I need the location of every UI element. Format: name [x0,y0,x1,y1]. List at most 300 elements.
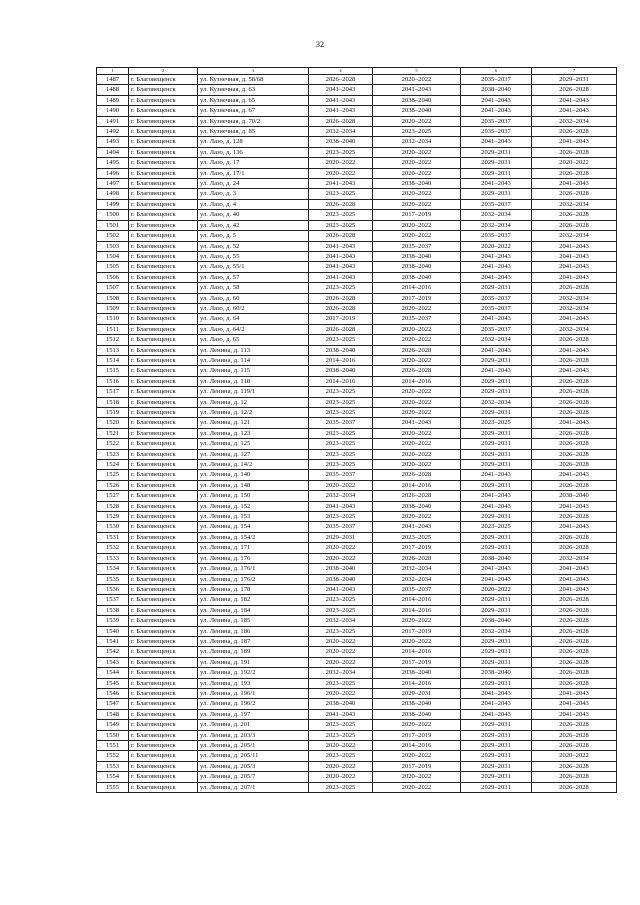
table-row [97,720,617,730]
row-number: 1533 [97,553,129,563]
period-cell: 2035–2037 [461,303,532,313]
period-cell: 2020–2022 [373,512,461,522]
period-cell: 2020–2022 [373,449,461,459]
period-cell: 2026–2028 [373,366,461,376]
table-row [97,387,617,397]
city-cell: г. Благовещенск [129,751,198,761]
period-cell: 2023–2025 [373,127,461,137]
period-cell: 2029–2031 [461,387,532,397]
city-cell: г. Благовещенск [129,730,198,740]
row-number: 1513 [97,345,129,355]
period-cell: 2020–2022 [461,584,532,594]
period-cell: 2032–2034 [309,616,373,626]
period-cell: 2032–2034 [532,116,617,126]
period-cell: 2029–2031 [461,147,532,157]
address-cell: ул. Ленина, д. 196/2 [198,699,309,709]
row-number: 1528 [97,501,129,511]
row-number: 1510 [97,314,129,324]
period-cell: 2014–2016 [373,480,461,490]
period-cell: 2023–2025 [309,439,373,449]
city-cell: г. Благовещенск [129,251,198,261]
period-cell: 2029–2031 [461,720,532,730]
period-cell: 2020–2022 [373,231,461,241]
address-cell: ул. Ленина, д. 150 [198,491,309,501]
row-number: 1504 [97,251,129,261]
period-cell: 2017–2019 [373,293,461,303]
table-row [97,210,617,220]
period-cell: 2026–2028 [532,168,617,178]
period-cell: 2032–2034 [532,324,617,334]
row-number: 1498 [97,189,129,199]
period-cell: 2023–2025 [461,522,532,532]
period-cell: 2020–2022 [373,147,461,157]
address-cell: ул. Кузнечная, д. 63 [198,85,309,95]
row-number: 1545 [97,678,129,688]
period-cell: 2023–2025 [309,335,373,345]
period-cell: 2029–2031 [373,688,461,698]
period-cell: 2041–2043 [532,699,617,709]
period-cell: 2026–2028 [532,397,617,407]
city-cell: г. Благовещенск [129,470,198,480]
row-number: 1506 [97,272,129,282]
period-cell: 2029–2031 [461,761,532,771]
period-cell: 2038–2040 [461,85,532,95]
period-cell: 2038–2040 [373,272,461,282]
period-cell: 2032–2034 [532,231,617,241]
address-cell: ул. Ленина, д. 196/1 [198,688,309,698]
address-cell: ул. Кузнечная, д. 58/68 [198,75,309,85]
city-cell: г. Благовещенск [129,574,198,584]
city-cell: г. Благовещенск [129,584,198,594]
period-cell: 2026–2028 [532,657,617,667]
table-row [97,335,617,345]
city-cell: г. Благовещенск [129,616,198,626]
period-cell: 2041–2043 [309,106,373,116]
period-cell: 2041–2043 [461,688,532,698]
address-cell: ул. Ленина, д. 207/1 [198,782,309,792]
address-cell: ул. Лазо, д. 42 [198,220,309,230]
address-cell: ул. Ленина, д. 125 [198,439,309,449]
address-cell: ул. Ленина, д. 154/2 [198,532,309,542]
period-cell: 2029–2031 [461,189,532,199]
period-cell: 2020–2022 [373,751,461,761]
period-cell: 2026–2028 [373,470,461,480]
table-row [97,491,617,501]
period-cell: 2023–2025 [309,408,373,418]
address-cell: ул. Лазо, д. 58 [198,283,309,293]
period-cell: 2020–2022 [309,543,373,553]
address-cell: ул. Кузнечная, д. 67 [198,106,309,116]
address-cell: ул. Лазо, д. 52 [198,241,309,251]
period-cell: 2035–2037 [461,116,532,126]
period-cell: 2026–2028 [532,147,617,157]
city-cell: г. Благовещенск [129,189,198,199]
period-cell: 2020–2022 [373,720,461,730]
address-cell: ул. Лазо, д. 65 [198,335,309,345]
table-row [97,75,617,85]
period-cell: 2029–2031 [461,636,532,646]
period-cell: 2029–2031 [461,678,532,688]
city-cell: г. Благовещенск [129,636,198,646]
period-cell: 2032–2034 [309,491,373,501]
period-cell: 2020–2022 [373,75,461,85]
period-cell: 2026–2028 [532,376,617,386]
period-cell: 2038–2040 [373,251,461,261]
period-cell: 2017–2019 [373,626,461,636]
table-row [97,418,617,428]
period-cell: 2020–2022 [373,387,461,397]
period-cell: 2026–2028 [373,491,461,501]
period-cell: 2026–2028 [532,480,617,490]
period-cell: 2035–2037 [309,418,373,428]
period-cell: 2017–2019 [309,314,373,324]
city-cell: г. Благовещенск [129,439,198,449]
city-cell: г. Благовещенск [129,657,198,667]
city-cell: г. Благовещенск [129,303,198,313]
table-row [97,647,617,657]
period-cell: 2041–2043 [309,251,373,261]
period-cell: 2020–2022 [373,168,461,178]
city-cell: г. Благовещенск [129,699,198,709]
period-cell: 2038–2040 [373,106,461,116]
city-cell: г. Благовещенск [129,355,198,365]
period-cell: 2041–2043 [532,584,617,594]
period-cell: 2026–2028 [373,345,461,355]
city-cell: г. Благовещенск [129,553,198,563]
row-number: 1532 [97,543,129,553]
period-cell: 2041–2043 [532,501,617,511]
period-cell: 2038–2040 [373,668,461,678]
city-cell: г. Благовещенск [129,449,198,459]
address-cell: ул. Ленина, д. 119/1 [198,387,309,397]
period-cell: 2017–2019 [373,543,461,553]
city-cell: г. Благовещенск [129,345,198,355]
period-cell: 2032–2034 [461,335,532,345]
address-cell: ул. Ленина, д. 176/1 [198,564,309,574]
city-cell: г. Благовещенск [129,782,198,792]
table-row [97,782,617,792]
row-number: 1495 [97,158,129,168]
city-cell: г. Благовещенск [129,75,198,85]
period-cell: 2023–2025 [309,512,373,522]
row-number: 1535 [97,574,129,584]
row-number: 1519 [97,408,129,418]
period-cell: 2023–2025 [309,595,373,605]
row-number: 1489 [97,95,129,105]
period-cell: 2041–2043 [309,95,373,105]
address-cell: ул. Лазо, д. 60/2 [198,303,309,313]
period-cell: 2026–2028 [532,761,617,771]
row-number: 1534 [97,564,129,574]
column-number: 5 [373,68,461,75]
address-cell: ул. Ленина, д. 182 [198,595,309,605]
period-cell: 2029–2031 [461,355,532,365]
period-cell: 2023–2025 [373,532,461,542]
period-cell: 2023–2025 [309,397,373,407]
row-number: 1551 [97,741,129,751]
city-cell: г. Благовещенск [129,241,198,251]
period-cell: 2020–2022 [373,355,461,365]
row-number: 1518 [97,397,129,407]
period-cell: 2035–2037 [461,231,532,241]
table-row [97,595,617,605]
city-cell: г. Благовещенск [129,137,198,147]
period-cell: 2032–2034 [461,626,532,636]
period-cell: 2041–2043 [461,314,532,324]
period-cell: 2029–2031 [309,532,373,542]
period-cell: 2020–2022 [373,303,461,313]
period-cell: 2014–2016 [373,741,461,751]
row-number: 1554 [97,772,129,782]
city-cell: г. Благовещенск [129,772,198,782]
period-cell: 2029–2031 [461,480,532,490]
period-cell: 2020–2022 [373,428,461,438]
period-cell: 2023–2025 [309,283,373,293]
column-number: 4 [309,68,373,75]
address-cell: ул. Лазо, д. 128 [198,137,309,147]
address-cell: ул. Лазо, д. 64/2 [198,324,309,334]
period-cell: 2041–2043 [532,251,617,261]
period-cell: 2026–2028 [532,335,617,345]
period-cell: 2035–2037 [461,75,532,85]
table-row [97,397,617,407]
table-row [97,709,617,719]
period-cell: 2020–2022 [373,439,461,449]
period-cell: 2026–2028 [532,532,617,542]
period-cell: 2020–2022 [373,408,461,418]
address-cell: ул. Лазо, д. 17 [198,158,309,168]
table-row [97,605,617,615]
period-cell: 2041–2043 [461,366,532,376]
row-number: 1488 [97,85,129,95]
city-cell: г. Благовещенск [129,491,198,501]
period-cell: 2026–2028 [532,85,617,95]
period-cell: 2038–2040 [373,709,461,719]
address-cell: ул. Ленина, д. 171 [198,543,309,553]
period-cell: 2029–2031 [461,428,532,438]
table-row [97,761,617,771]
period-cell: 2035–2037 [461,199,532,209]
period-cell: 2038–2040 [373,179,461,189]
table-row [97,85,617,95]
period-cell: 2026–2028 [532,127,617,137]
period-cell: 2029–2031 [461,283,532,293]
city-cell: г. Благовещенск [129,335,198,345]
period-cell: 2041–2043 [532,470,617,480]
table-row [97,366,617,376]
period-cell: 2026–2028 [532,626,617,636]
period-cell: 2026–2028 [532,439,617,449]
period-cell: 2029–2031 [461,460,532,470]
row-number: 1520 [97,418,129,428]
period-cell: 2041–2043 [532,688,617,698]
address-cell: ул. Лазо, д. 3 [198,189,309,199]
period-cell: 2017–2019 [373,657,461,667]
address-cell: ул. Ленина, д. 192/2 [198,668,309,678]
city-cell: г. Благовещенск [129,720,198,730]
city-cell: г. Благовещенск [129,116,198,126]
period-cell: 2026–2028 [532,668,617,678]
period-cell: 2041–2043 [532,366,617,376]
row-number: 1555 [97,782,129,792]
city-cell: г. Благовещенск [129,688,198,698]
table-row [97,626,617,636]
row-number: 1527 [97,491,129,501]
period-cell: 2026–2028 [532,189,617,199]
period-cell: 2023–2025 [309,730,373,740]
row-number: 1500 [97,210,129,220]
address-cell: ул. Кузнечная, д. 85 [198,127,309,137]
address-cell: ул. Лазо, д. 17/1 [198,168,309,178]
period-cell: 2038–2040 [461,616,532,626]
table-row [97,678,617,688]
table-row [97,584,617,594]
period-cell: 2029–2031 [461,543,532,553]
period-cell: 2041–2043 [461,345,532,355]
row-number: 1542 [97,647,129,657]
period-cell: 2035–2037 [461,293,532,303]
address-cell: ул. Ленина, д. 193 [198,678,309,688]
address-cell: ул. Ленина, д. 205/3 [198,761,309,771]
table-row [97,532,617,542]
table-row [97,314,617,324]
period-cell: 2035–2037 [373,314,461,324]
city-cell: г. Благовещенск [129,272,198,282]
period-cell: 2026–2028 [309,199,373,209]
table-row [97,376,617,386]
period-cell: 2029–2031 [461,647,532,657]
city-cell: г. Благовещенск [129,293,198,303]
address-cell: ул. Ленина, д. 187 [198,636,309,646]
city-cell: г. Благовещенск [129,428,198,438]
period-cell: 2023–2025 [461,418,532,428]
period-cell: 2023–2025 [309,751,373,761]
table-row [97,616,617,626]
period-cell: 2026–2028 [532,595,617,605]
period-cell: 2020–2022 [373,616,461,626]
table-row [97,303,617,313]
period-cell: 2020–2022 [373,199,461,209]
address-cell: ул. Ленина, д. 12 [198,397,309,407]
table-row [97,137,617,147]
row-number: 1537 [97,595,129,605]
city-cell: г. Благовещенск [129,387,198,397]
period-cell: 2026–2028 [532,543,617,553]
table-row [97,106,617,116]
period-cell: 2026–2028 [532,741,617,751]
table-row [97,512,617,522]
row-number: 1501 [97,220,129,230]
period-cell: 2017–2019 [373,730,461,740]
period-cell: 2038–2040 [373,262,461,272]
period-cell: 2026–2028 [532,772,617,782]
period-cell: 2038–2040 [309,699,373,709]
table-row [97,179,617,189]
period-cell: 2017–2019 [373,210,461,220]
table-row [97,345,617,355]
period-cell: 2026–2028 [532,720,617,730]
period-cell: 2038–2040 [461,553,532,563]
city-cell: г. Благовещенск [129,564,198,574]
city-cell: г. Благовещенск [129,605,198,615]
city-cell: г. Благовещенск [129,418,198,428]
period-cell: 2041–2043 [373,522,461,532]
city-cell: г. Благовещенск [129,220,198,230]
period-cell: 2035–2037 [309,522,373,532]
row-number: 1549 [97,720,129,730]
table-row [97,251,617,261]
table-row [97,751,617,761]
period-cell: 2026–2028 [532,428,617,438]
address-cell: ул. Лазо, д. 40 [198,210,309,220]
period-cell: 2032–2034 [532,293,617,303]
period-cell: 2038–2040 [373,501,461,511]
table-row [97,324,617,334]
address-cell: ул. Ленина, д. 201 [198,720,309,730]
period-cell: 2026–2028 [532,730,617,740]
table-row [97,480,617,490]
row-number: 1511 [97,324,129,334]
period-cell: 2029–2031 [461,439,532,449]
period-cell: 2041–2043 [461,491,532,501]
row-number: 1493 [97,137,129,147]
row-number: 1508 [97,293,129,303]
period-cell: 2023–2025 [309,220,373,230]
period-cell: 2029–2031 [461,730,532,740]
period-cell: 2041–2043 [461,251,532,261]
column-number: 1 [97,68,129,75]
address-cell: ул. Ленина, д. 123 [198,428,309,438]
period-cell: 2020–2022 [373,220,461,230]
table-row [97,449,617,459]
period-cell: 2032–2034 [373,564,461,574]
period-cell: 2041–2043 [461,574,532,584]
period-cell: 2020–2022 [532,751,617,761]
period-cell: 2014–2016 [309,355,373,365]
table-row [97,470,617,480]
period-cell: 2032–2034 [532,553,617,563]
period-cell: 2020–2022 [309,761,373,771]
period-cell: 2038–2040 [532,491,617,501]
period-cell: 2023–2025 [309,626,373,636]
period-cell: 2041–2043 [532,137,617,147]
period-cell: 2023–2025 [309,449,373,459]
row-number: 1512 [97,335,129,345]
period-cell: 2041–2043 [461,95,532,105]
row-number: 1547 [97,699,129,709]
row-number: 1540 [97,626,129,636]
row-number: 1525 [97,470,129,480]
period-cell: 2023–2025 [309,428,373,438]
period-cell: 2020–2022 [532,158,617,168]
period-cell: 2026–2028 [532,283,617,293]
row-number: 1522 [97,439,129,449]
city-cell: г. Благовещенск [129,85,198,95]
address-cell: ул. Ленина, д. 176 [198,553,309,563]
city-cell: г. Благовещенск [129,283,198,293]
row-number: 1496 [97,168,129,178]
table-row [97,657,617,667]
city-cell: г. Благовещенск [129,127,198,137]
period-cell: 2023–2025 [309,605,373,615]
period-cell: 2020–2022 [373,772,461,782]
table-row [97,460,617,470]
table-row [97,355,617,365]
row-number: 1523 [97,449,129,459]
period-cell: 2041–2043 [532,418,617,428]
period-cell: 2020–2022 [309,553,373,563]
period-cell: 2020–2022 [309,688,373,698]
